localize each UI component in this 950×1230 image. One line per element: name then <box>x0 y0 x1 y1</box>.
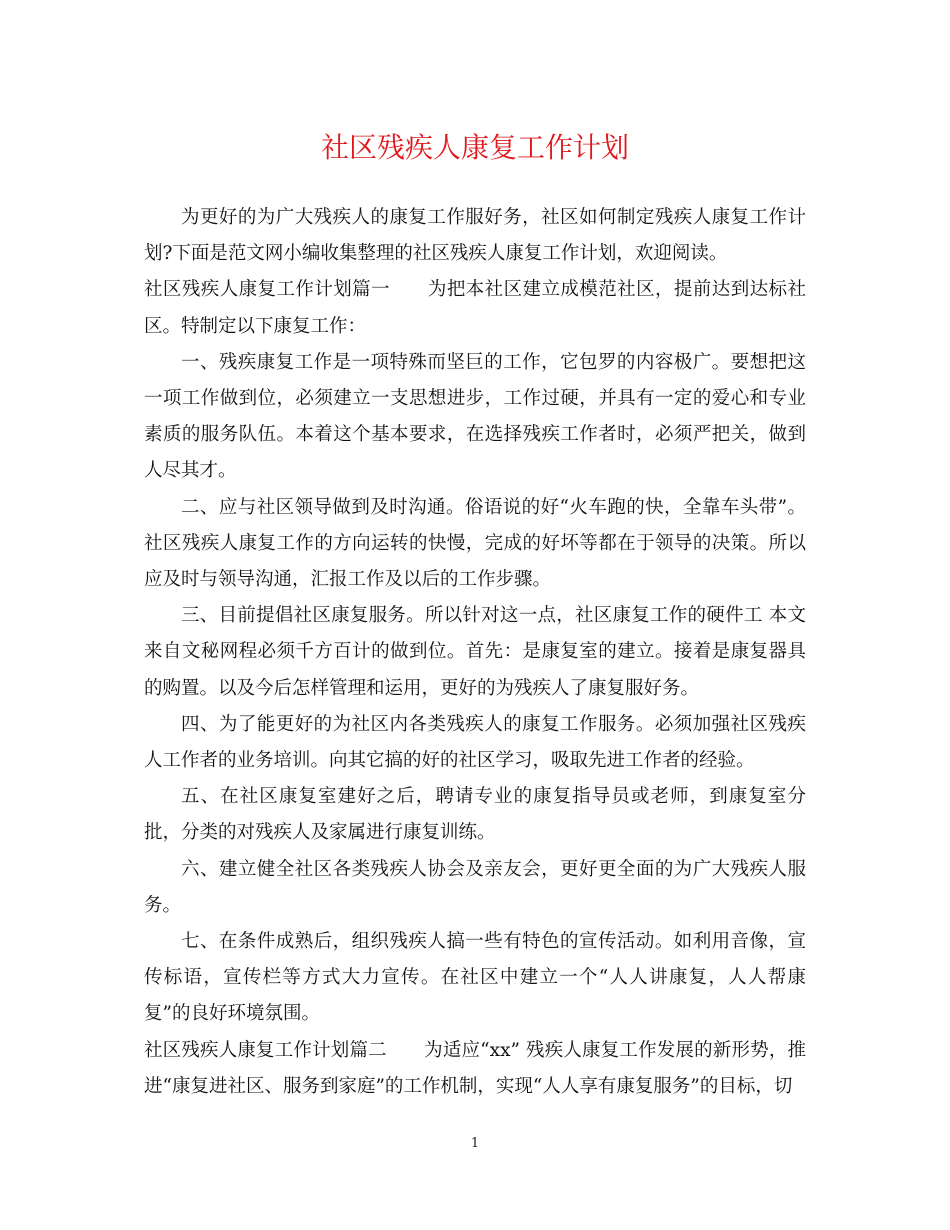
paragraph-item-1: 一、残疾康复工作是一项特殊而坚巨的工作，它包罗的内容极广。要想把这一项工作做到位，必须建立一支思想进步，工作过硬，并具有一定的爱心和专业素质的服务队伍。本着这个基本要求，在选择残疾工作者时，必须严把关，做到人尽其才。 <box>144 351 806 482</box>
document-title: 社区残疾人康复工作计划 <box>320 131 629 164</box>
paragraph-plan-one-heading: 社区残疾人康复工作计划篇一 为把本社区建立成模范社区，提前达到达标社区。特制定以下康复工作： <box>144 279 806 337</box>
page-number: 1 <box>470 1136 480 1151</box>
paragraph-item-3: 三、目前提倡社区康复服务。所以针对这一点，社区康复工作的硬件工 本文来自文秘网程必须千方百计的做到位。首先：是康复室的建立。接着是康复器具的购置。以及今后怎样管理和运用，更好的为残疾人了康复服好务。 <box>144 605 806 699</box>
paragraph-item-2: 二、应与社区领导做到及时沟通。俗语说的好“火车跑的快，全靠车头带”。社区残疾人康复工作的方向运转的快慢，完成的好坏等都在于领导的决策。所以应及时与领导沟通，汇报工作及以后的工作步骤。 <box>144 496 806 591</box>
document-body <box>144 200 806 1105</box>
paragraph-item-5: 五、在社区康复室建好之后，聘请专业的康复指导员或老师，到康复室分批，分类的对残疾人及家属进行康复训练。 <box>144 786 806 844</box>
paragraph-plan-two-heading: 社区残疾人康复工作计划篇二 为适应“xx” 残疾人康复工作发展的新形势，推进“康复进社区、服务到家庭”的工作机制，实现“人人享有康复服务”的目标，切 <box>144 1039 806 1097</box>
paragraph-item-4: 四、为了能更好的为社区内各类残疾人的康复工作服务。必须加强社区残疾人工作者的业务培训。向其它搞的好的社区学习，吸取先进工作者的经验。 <box>144 713 806 772</box>
paragraph-item-6: 六、建立健全社区各类残疾人协会及亲友会，更好更全面的为广大残疾人服务。 <box>144 858 806 916</box>
paragraph-item-7: 七、在条件成熟后，组织残疾人搞一些有特色的宣传活动。如利用音像，宣传标语，宣传栏等方式大力宣传。在社区中建立一个“人人讲康复，人人帮康复”的良好环境氛围。 <box>144 931 806 1025</box>
paragraph-intro: 为更好的为广大残疾人的康复工作服好务，社区如何制定残疾人康复工作计划?下面是范文网小编收集整理的社区残疾人康复工作计划，欢迎阅读。 <box>144 207 806 265</box>
